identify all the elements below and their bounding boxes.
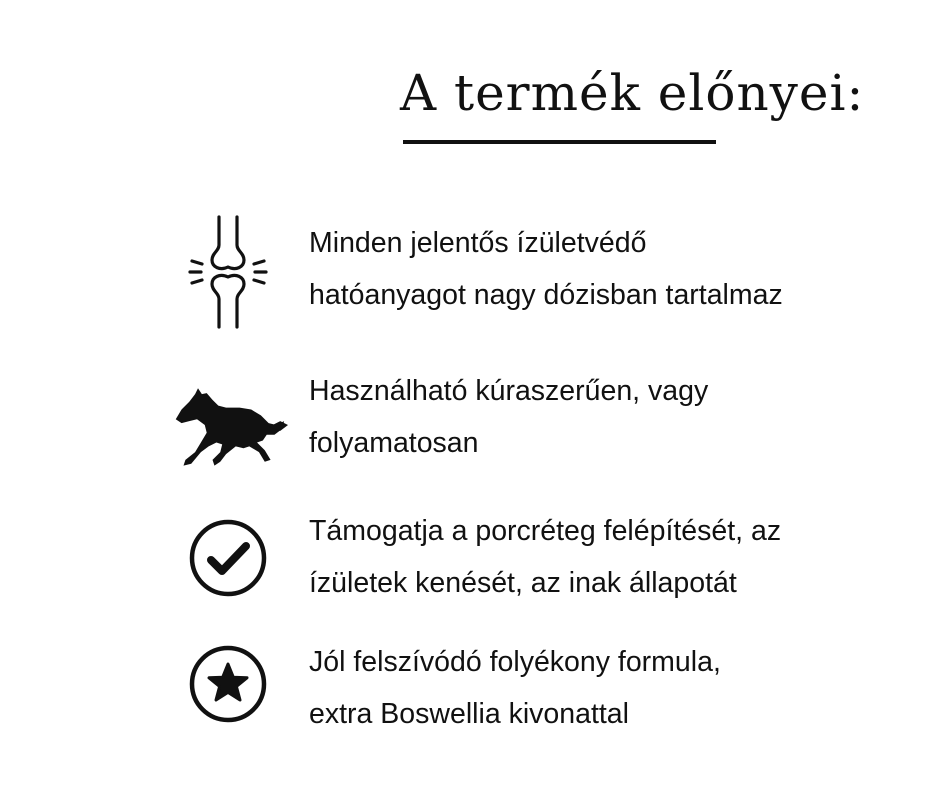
benefit-line: ízületek kenését, az inak állapotát [309, 567, 737, 599]
benefit-line: Jól felszívódó folyékony formula, [309, 646, 721, 678]
benefit-text [309, 217, 909, 321]
benefit-line: folyamatosan [309, 427, 479, 459]
benefit-line: Támogatja a porcréteg felépítését, az [309, 515, 782, 547]
page-title: A termék előnyei: [400, 64, 865, 122]
benefit-line: Használható kúraszerűen, vagy [309, 375, 709, 407]
star-circle-icon [168, 642, 288, 726]
benefit-line: extra Boswellia kivonattal [309, 698, 629, 730]
benefit-text [309, 505, 909, 609]
title-underline [403, 140, 716, 144]
joint-icon [168, 209, 288, 329]
benefit-line: hatóanyagot nagy dózisban tartalmaz [309, 279, 783, 311]
check-circle-icon [168, 516, 288, 600]
benefit-line: Minden jelentős ízületvédő [309, 227, 647, 259]
heading-wrap [400, 64, 880, 122]
benefit-text [309, 365, 909, 469]
horse-icon [168, 380, 288, 472]
benefit-text [309, 636, 909, 740]
